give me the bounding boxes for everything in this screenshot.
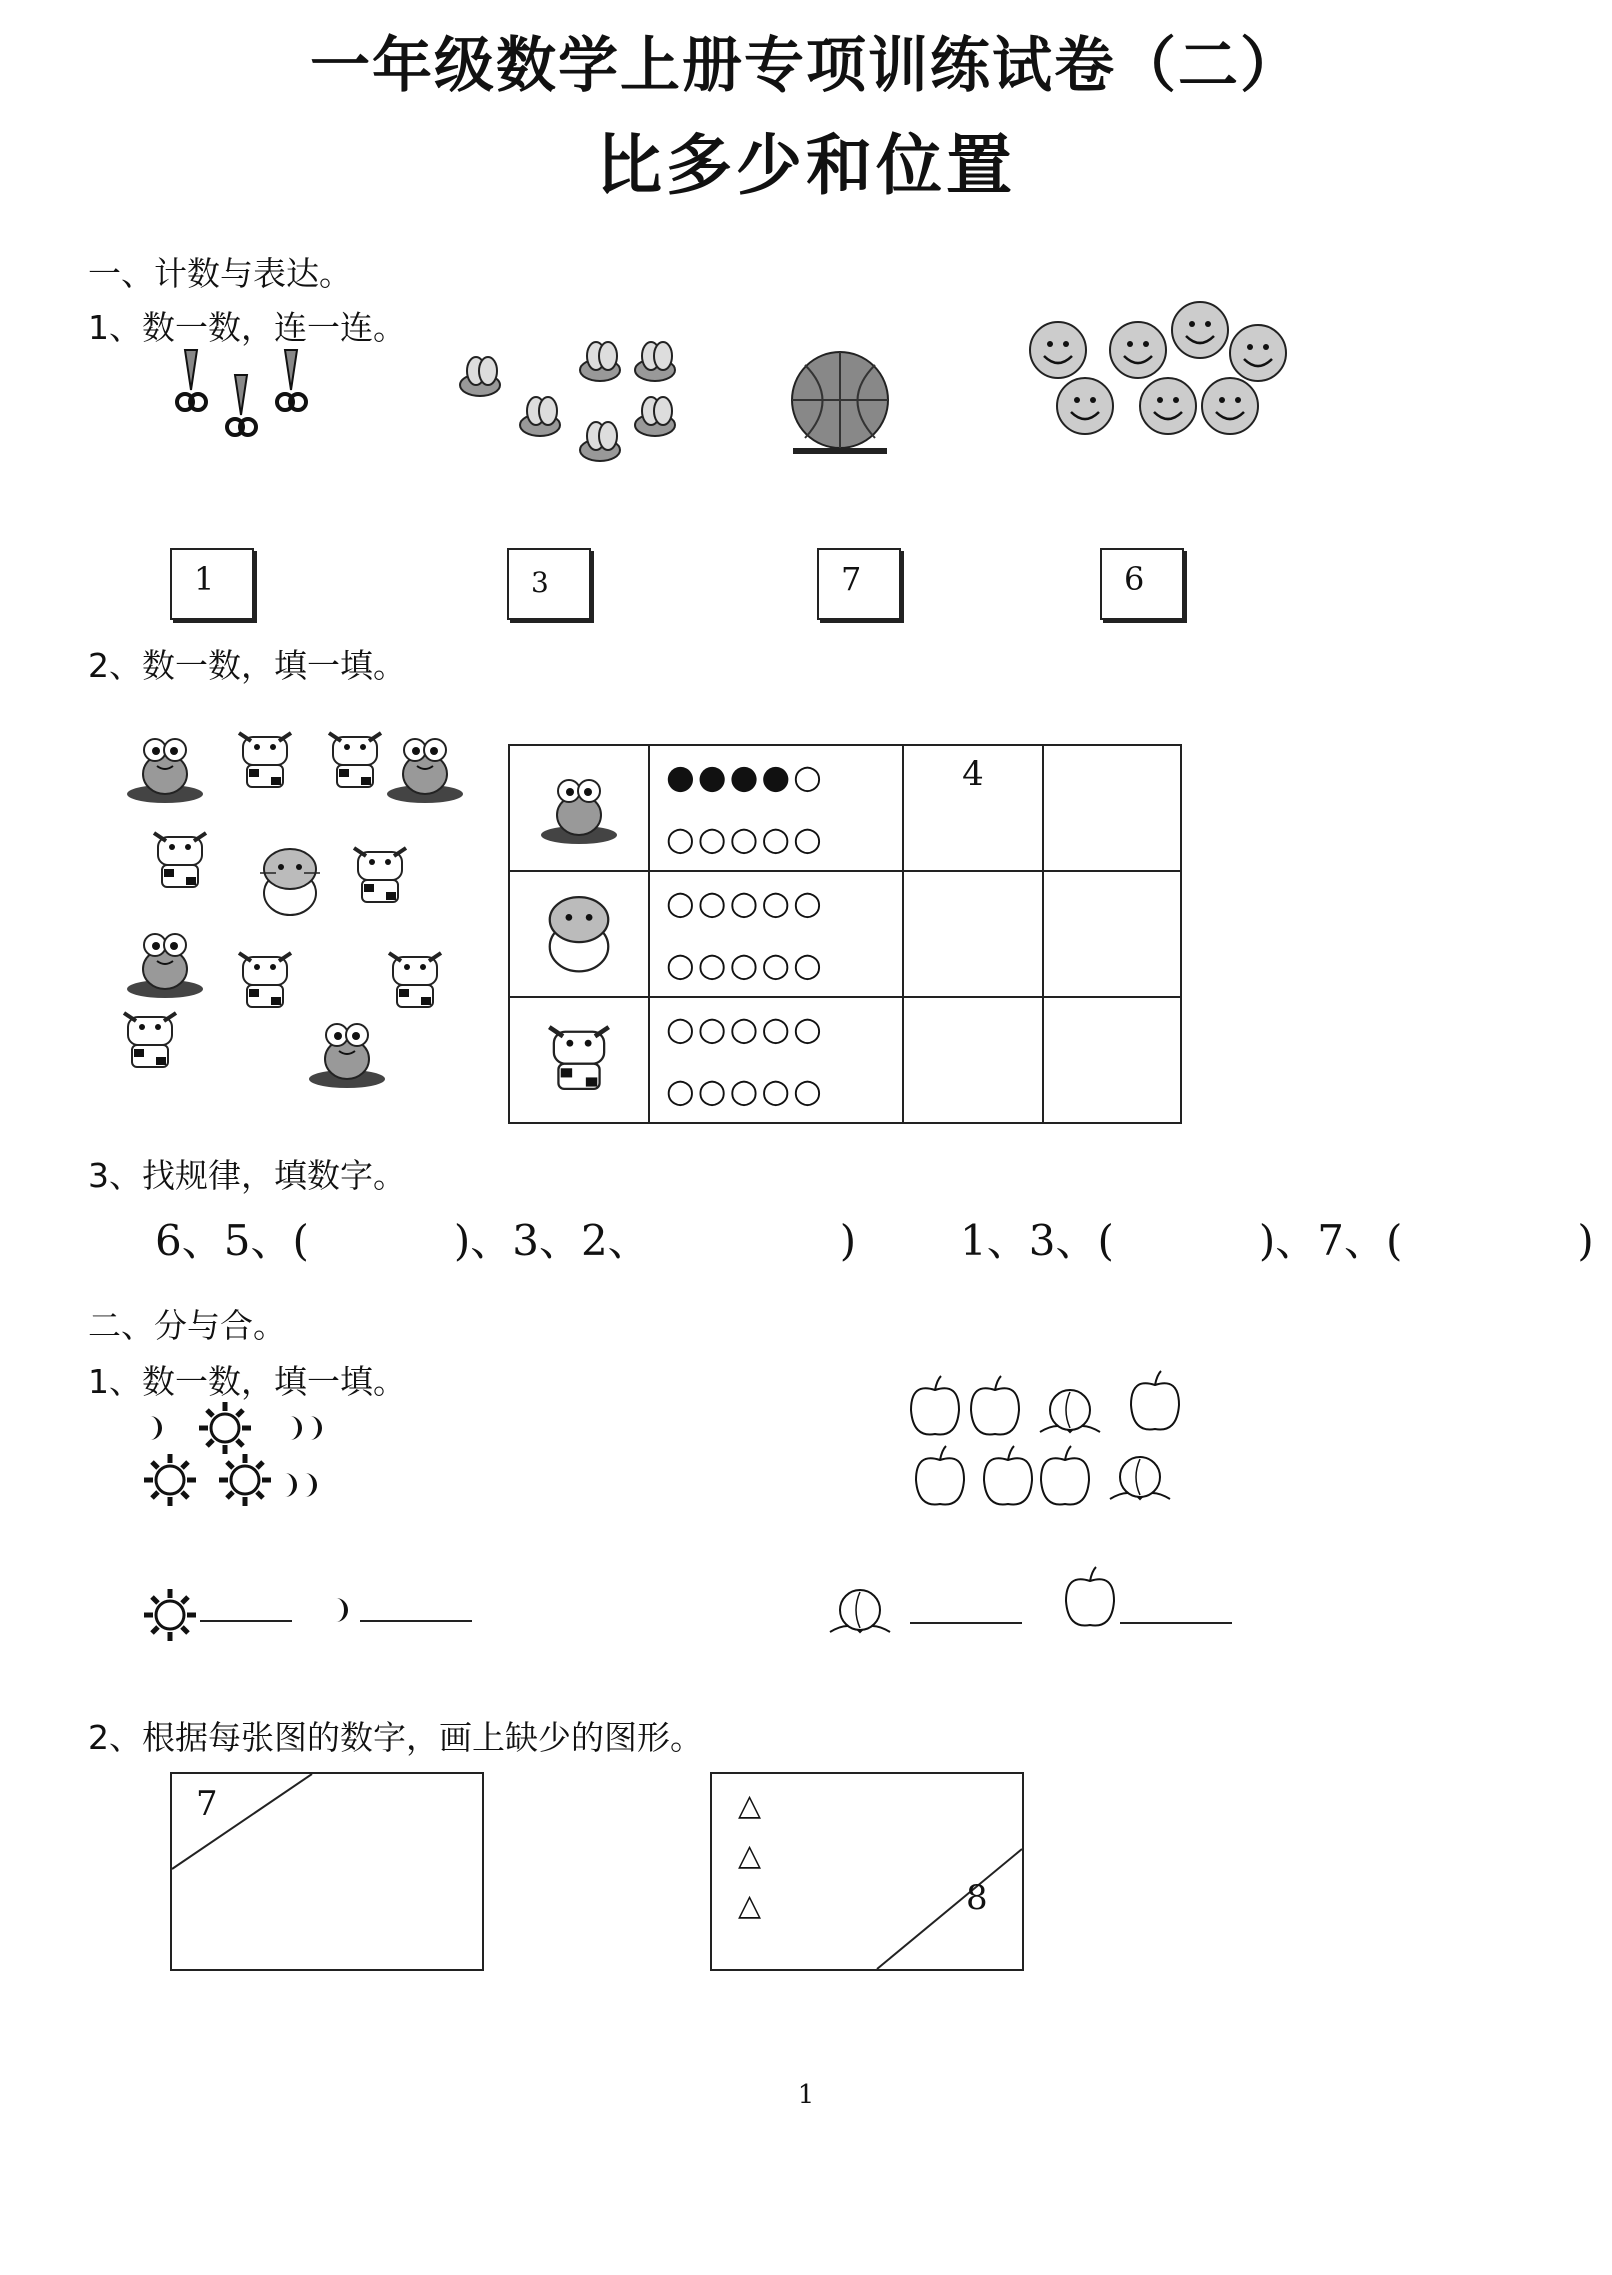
cow-icon bbox=[539, 1018, 619, 1098]
triangle-icon: △ bbox=[738, 1838, 762, 1873]
table-row bbox=[509, 871, 1181, 997]
table-row bbox=[509, 745, 1181, 871]
triangle-icon: △ bbox=[738, 1888, 762, 1923]
sequence-1: 6、5、( )、3、2、 ) bbox=[155, 1216, 857, 1265]
answer-cell[interactable] bbox=[1043, 997, 1181, 1123]
number-box-4[interactable]: 6 bbox=[1100, 548, 1184, 620]
number-box-2[interactable]: 3 bbox=[507, 548, 591, 620]
number-box-3[interactable]: 7 bbox=[817, 548, 901, 620]
sun-icon bbox=[140, 1585, 200, 1645]
hamster-cell bbox=[509, 871, 649, 997]
page-title: 一年级数学上册专项训练试卷（二） bbox=[310, 31, 1302, 101]
q2-label: 2、数一数，填一填。 bbox=[88, 646, 406, 685]
scissors-picture bbox=[160, 345, 330, 445]
frog-cell bbox=[509, 745, 649, 871]
cow-cell bbox=[509, 997, 649, 1123]
s2-q2-label: 2、根据每张图的数字，画上缺少的图形。 bbox=[88, 1718, 703, 1757]
section1-heading: 一、计数与表达。 bbox=[88, 254, 352, 293]
smiley-faces-picture bbox=[1020, 298, 1295, 443]
page-subtitle: 比多少和位置 bbox=[596, 127, 1016, 204]
moon-icon bbox=[330, 1590, 360, 1630]
bees-picture bbox=[450, 330, 690, 480]
sun-count-blank[interactable] bbox=[200, 1620, 292, 1622]
count-table bbox=[508, 744, 1182, 1124]
section2-heading: 二、分与合。 bbox=[88, 1306, 286, 1345]
apple-icon bbox=[1060, 1565, 1120, 1637]
box-number: 7 bbox=[196, 1784, 218, 1824]
s2-q1-label: 1、数一数，填一填。 bbox=[88, 1362, 406, 1401]
count-cell[interactable]: 4 bbox=[903, 745, 1043, 871]
table-row bbox=[509, 997, 1181, 1123]
moon-count-blank[interactable] bbox=[360, 1620, 472, 1622]
triangle-icon: △ bbox=[738, 1788, 762, 1823]
suns-moons-picture bbox=[135, 1400, 355, 1510]
q3-label: 3、找规律，填数字。 bbox=[88, 1156, 406, 1195]
answer-cell[interactable] bbox=[1043, 745, 1181, 871]
sequence-2: 1、3、( )、7、( ) bbox=[960, 1216, 1594, 1265]
circles-cell[interactable]: ●●●●○ ○○○○○ bbox=[649, 745, 903, 871]
box-number: 8 bbox=[966, 1878, 988, 1918]
apple-count-blank[interactable] bbox=[1120, 1622, 1232, 1624]
peach-count-blank[interactable] bbox=[910, 1622, 1022, 1624]
frog-icon bbox=[534, 761, 624, 851]
drawing-box-7[interactable] bbox=[170, 1772, 484, 1971]
answer-cell[interactable] bbox=[1043, 871, 1181, 997]
number-box-1[interactable]: 1 bbox=[170, 548, 254, 620]
circles-cell[interactable]: ○○○○○ ○○○○○ bbox=[649, 871, 903, 997]
drawing-box-8[interactable] bbox=[710, 1772, 1024, 1971]
count-cell[interactable] bbox=[903, 997, 1043, 1123]
basketball-picture bbox=[785, 350, 900, 460]
apples-peaches-picture bbox=[905, 1365, 1195, 1515]
page-number: 1 bbox=[797, 2080, 815, 2110]
hamster-icon bbox=[534, 887, 624, 977]
animals-picture bbox=[115, 715, 495, 1095]
circles-cell[interactable]: ○○○○○ ○○○○○ bbox=[649, 997, 903, 1123]
peach-icon bbox=[820, 1575, 900, 1645]
divider-line bbox=[172, 1774, 482, 1969]
count-cell[interactable] bbox=[903, 871, 1043, 997]
q1-label: 1、数一数，连一连。 bbox=[88, 308, 406, 347]
